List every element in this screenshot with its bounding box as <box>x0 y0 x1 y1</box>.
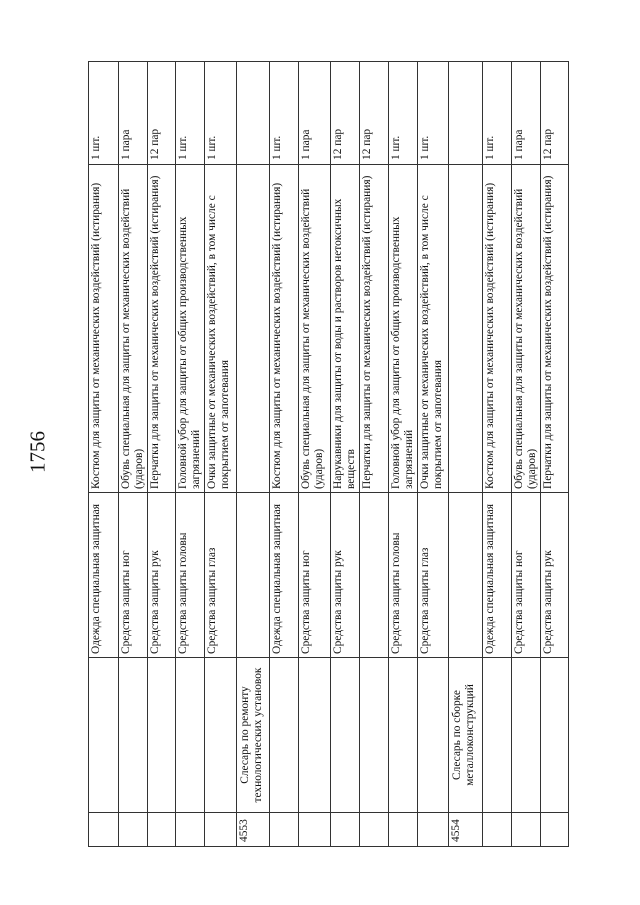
ppe-item: Очки защитные от механических воздействий, в том числе с покрытием от запотевания <box>418 165 449 493</box>
ppe-category <box>237 493 270 658</box>
profession-name <box>331 658 360 813</box>
profession-name: Слесарь по ремонту технологических установок <box>237 658 270 813</box>
row-number <box>89 813 119 847</box>
table-row <box>237 62 270 847</box>
ppe-category: Средства защиты рук <box>148 493 176 658</box>
row-number <box>483 813 512 847</box>
row-number <box>270 813 299 847</box>
row-number <box>418 813 449 847</box>
ppe-quantity: 1 шт. <box>205 62 237 165</box>
rotated-table-frame <box>88 62 558 847</box>
ppe-category: Одежда специальная защитная <box>483 493 512 658</box>
ppe-category: Средства защиты ног <box>512 493 541 658</box>
ppe-item: Нарукавники для защиты от воды и растворов нетоксичных веществ <box>331 165 360 493</box>
row-number <box>540 813 568 847</box>
table-row <box>205 62 237 847</box>
profession-name <box>360 658 389 813</box>
profession-name <box>176 658 205 813</box>
table-row <box>89 62 119 847</box>
profession-name <box>270 658 299 813</box>
ppe-quantity: 1 шт. <box>270 62 299 165</box>
ppe-quantity: 1 шт. <box>483 62 512 165</box>
ppe-category: Средства защиты глаз <box>205 493 237 658</box>
ppe-quantity: 1 пара <box>299 62 331 165</box>
row-number <box>119 813 148 847</box>
ppe-table-body <box>89 62 569 847</box>
row-number <box>331 813 360 847</box>
row-number <box>360 813 389 847</box>
table-row <box>176 62 205 847</box>
profession-name <box>119 658 148 813</box>
table-row <box>270 62 299 847</box>
ppe-item <box>237 165 270 493</box>
ppe-category: Средства защиты головы <box>176 493 205 658</box>
ppe-quantity: 12 пар <box>540 62 568 165</box>
ppe-item: Обувь специальная для защиты от механических воздействий (ударов) <box>512 165 541 493</box>
ppe-table <box>88 61 569 847</box>
row-number <box>205 813 237 847</box>
profession-name: Слесарь по сборке металлоконструкций <box>449 658 483 813</box>
table-row <box>389 62 418 847</box>
ppe-quantity: 12 пар <box>360 62 389 165</box>
table-row <box>148 62 176 847</box>
profession-name <box>540 658 568 813</box>
ppe-category <box>360 493 389 658</box>
ppe-category: Средства защиты рук <box>331 493 360 658</box>
ppe-quantity: 12 пар <box>148 62 176 165</box>
profession-name <box>205 658 237 813</box>
ppe-item: Очки защитные от механических воздействий, в том числе с покрытием от запотевания <box>205 165 237 493</box>
ppe-quantity: 1 пара <box>512 62 541 165</box>
ppe-quantity: 1 пара <box>119 62 148 165</box>
ppe-item: Головной убор для защиты от общих производственных загрязнений <box>389 165 418 493</box>
profession-name <box>389 658 418 813</box>
ppe-quantity: 1 шт. <box>418 62 449 165</box>
ppe-category: Средства защиты рук <box>540 493 568 658</box>
profession-name <box>418 658 449 813</box>
ppe-category: Средства защиты ног <box>119 493 148 658</box>
ppe-item: Перчатки для защиты от механических воздействий (истирания) <box>360 165 389 493</box>
ppe-item: Обувь специальная для защиты от механических воздействий (ударов) <box>299 165 331 493</box>
table-row <box>299 62 331 847</box>
ppe-category: Средства защиты глаз <box>418 493 449 658</box>
ppe-item: Перчатки для защиты от механических воздействий (истирания) <box>540 165 568 493</box>
page-number-text: 1756 <box>25 431 50 473</box>
ppe-item: Головной убор для защиты от общих производственных загрязнений <box>176 165 205 493</box>
row-number: 4553 <box>237 813 270 847</box>
ppe-quantity <box>237 62 270 165</box>
profession-name <box>89 658 119 813</box>
table-row <box>483 62 512 847</box>
ppe-item: Костюм для защиты от механических воздействий (истирания) <box>483 165 512 493</box>
ppe-quantity: 1 шт. <box>389 62 418 165</box>
row-number <box>176 813 205 847</box>
profession-name <box>148 658 176 813</box>
table-row <box>540 62 568 847</box>
ppe-quantity: 12 пар <box>331 62 360 165</box>
ppe-category: Средства защиты головы <box>389 493 418 658</box>
table-row <box>331 62 360 847</box>
ppe-item: Костюм для защиты от механических воздействий (истирания) <box>270 165 299 493</box>
ppe-category: Одежда специальная защитная <box>270 493 299 658</box>
row-number <box>512 813 541 847</box>
row-number <box>389 813 418 847</box>
ppe-item <box>449 165 483 493</box>
ppe-category <box>449 493 483 658</box>
table-row <box>119 62 148 847</box>
ppe-category: Одежда специальная защитная <box>89 493 119 658</box>
table-row <box>360 62 389 847</box>
table-row <box>512 62 541 847</box>
ppe-quantity: 1 шт. <box>89 62 119 165</box>
ppe-category: Средства защиты ног <box>299 493 331 658</box>
table-row <box>449 62 483 847</box>
row-number <box>299 813 331 847</box>
profession-name <box>483 658 512 813</box>
ppe-quantity <box>449 62 483 165</box>
profession-name <box>299 658 331 813</box>
table-row <box>418 62 449 847</box>
ppe-item: Костюм для защиты от механических воздействий (истирания) <box>89 165 119 493</box>
ppe-item: Перчатки для защиты от механических воздействий (истирания) <box>148 165 176 493</box>
ppe-quantity: 1 шт. <box>176 62 205 165</box>
profession-name <box>512 658 541 813</box>
row-number: 4554 <box>449 813 483 847</box>
row-number <box>148 813 176 847</box>
ppe-item: Обувь специальная для защиты от механических воздействий (ударов) <box>119 165 148 493</box>
